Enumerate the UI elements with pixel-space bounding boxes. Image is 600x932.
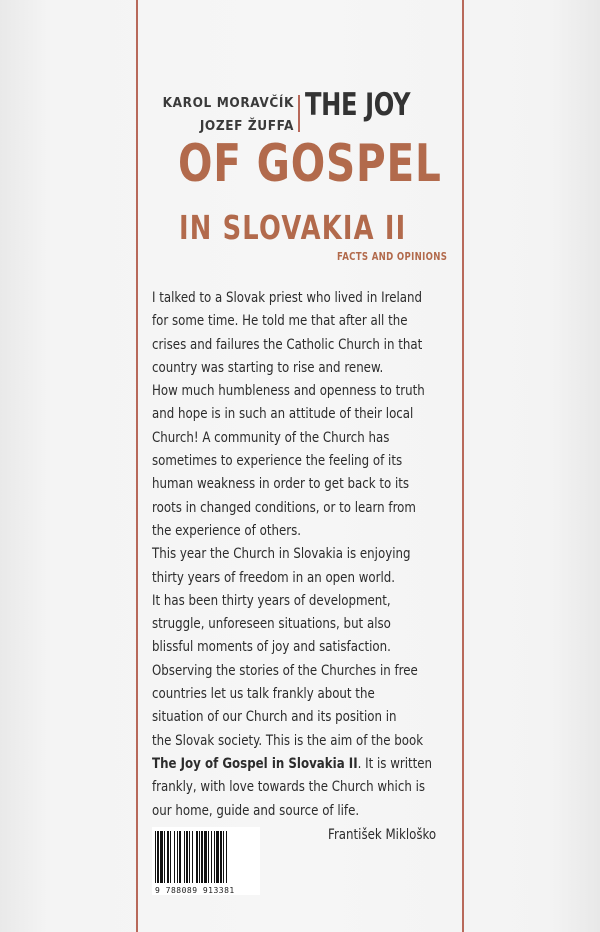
barcode-bar	[184, 831, 185, 883]
blurb-line: country was starting to rise and renew.	[152, 358, 384, 376]
title-line-1: THE JOY	[305, 87, 411, 123]
title-line-2: OF GOSPEL	[178, 134, 442, 194]
title-divider	[298, 95, 300, 132]
blurb-line: roots in changed conditions, or to learn from	[152, 498, 416, 516]
blurb-line: frankly, with love towards the Church which is	[152, 778, 426, 796]
blurb-line-with-title	[152, 752, 460, 775]
blurb-line: struggle, unforeseen situations, but also	[152, 615, 391, 633]
title-line-3: IN SLOVAKIA II	[179, 208, 407, 247]
barcode-bar	[208, 831, 209, 883]
isbn-number: 9 788089 913381	[155, 886, 235, 895]
barcode-bar	[204, 831, 207, 883]
blurb-line: countries let us talk frankly about the	[152, 685, 375, 703]
author-2: JOZEF ŽUFFA	[199, 118, 294, 134]
book-title-bold: The Joy of Gospel in Slovakia II	[152, 754, 358, 772]
blurb-line: It has been thirty years of development,	[152, 591, 391, 609]
left-vertical-rule	[136, 0, 138, 932]
barcode-bars	[152, 827, 260, 885]
signature: František Mikloško	[328, 826, 437, 843]
barcode-bar	[211, 831, 212, 883]
blurb-line: How much humbleness and openness to truth	[152, 382, 425, 400]
barcode-bar	[179, 831, 181, 883]
blurb-line: Observing the stories of the Churches in free	[152, 661, 418, 679]
blurb-line: the experience of others.	[152, 521, 302, 539]
barcode-bar	[223, 831, 224, 883]
barcode-bar	[189, 831, 190, 883]
barcode-bar	[177, 831, 178, 883]
blurb-line: blissful moments of joy and satisfaction.	[152, 638, 391, 656]
blurb-line: This year the Church in Slovakia is enjoying	[152, 545, 411, 563]
barcode-bar	[155, 831, 156, 883]
blurb-line: crises and failures the Catholic Church in that	[152, 335, 423, 353]
barcode-bar	[196, 831, 198, 883]
blurb-line: our home, guide and source of life.	[152, 801, 360, 819]
barcode-bar	[220, 831, 222, 883]
barcode-bar	[157, 831, 159, 883]
blurb-text	[152, 286, 460, 822]
barcode-bar	[186, 831, 188, 883]
barcode-bar	[167, 831, 169, 883]
blurb-line: human weakness in order to get back to its	[152, 475, 410, 493]
barcode-bar	[192, 831, 193, 883]
barcode	[152, 827, 260, 895]
blurb-line: and hope is in such an attitude of their local	[152, 405, 414, 423]
blurb-line: thirty years of freedom in an open world.	[152, 568, 396, 586]
blurb-line: Church! A community of the Church has	[152, 428, 390, 446]
blurb-line: I talked to a Slovak priest who lived in Ireland	[152, 289, 422, 306]
blurb-line: sometimes to experience the feeling of its	[152, 452, 403, 470]
barcode-bar	[226, 831, 227, 883]
blurb-line: the Slovak society. This is the aim of the book	[152, 731, 424, 749]
author-1: KAROL MORAVČÍK	[162, 95, 294, 111]
blurb-line-tail: . It is written	[357, 754, 433, 772]
barcode-bar	[216, 831, 219, 883]
subtitle: FACTS AND OPINIONS	[337, 250, 448, 263]
blurb-line: for some time. He told me that after all the	[152, 312, 408, 330]
blurb-line: situation of our Church and its position in	[152, 708, 397, 726]
right-vertical-rule	[462, 0, 464, 932]
barcode-bar	[164, 831, 165, 883]
barcode-bar	[201, 831, 203, 883]
barcode-bar	[160, 831, 163, 883]
barcode-bar	[199, 831, 200, 883]
barcode-bar	[174, 831, 175, 883]
authors	[150, 92, 294, 138]
barcode-bar	[170, 831, 171, 883]
barcode-bar	[214, 831, 215, 883]
